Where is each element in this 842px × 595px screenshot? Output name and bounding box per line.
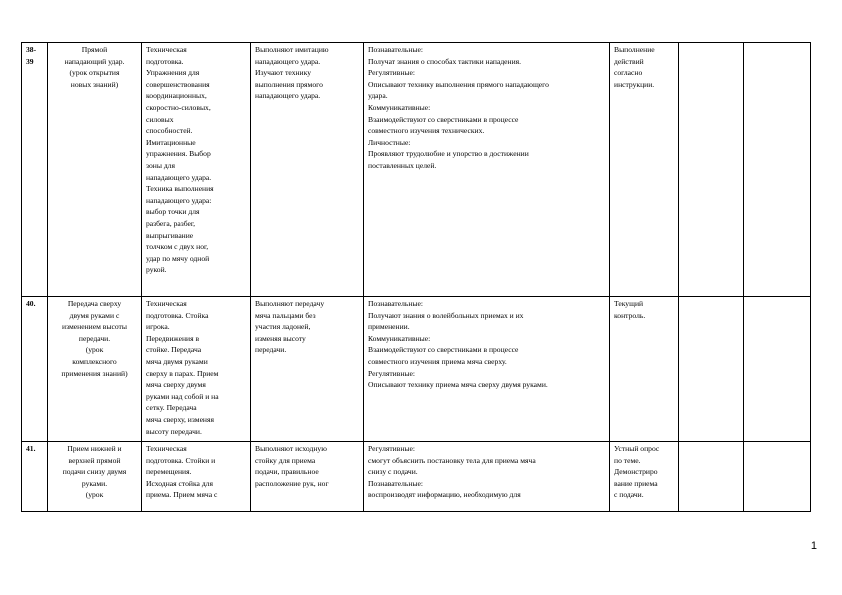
cell-line: подготовка. Стойка — [146, 310, 209, 320]
cell-line: Выполняют передачу — [255, 299, 325, 308]
cell-line: толчком с двух ног, — [146, 242, 209, 252]
cell-line: мяча двумя руками — [146, 356, 208, 366]
cell-line: нападающий удар. — [64, 56, 125, 66]
outcome-text: Взаимодействуют со сверстниками в процессе — [368, 345, 519, 355]
lesson-number: 41. — [26, 444, 36, 453]
cell-line: расположение рук, ног — [255, 478, 329, 488]
cell-line: Устный опрос — [614, 444, 660, 453]
outcome-heading: Регулятивные: — [368, 368, 415, 378]
cell-line: (урок открытия — [69, 68, 120, 78]
lesson-content-cell — [142, 297, 251, 442]
outcome-heading: Личностные: — [368, 137, 411, 147]
control-form-cell — [610, 297, 679, 442]
outcome-text: поставленных целей. — [368, 160, 437, 170]
learning-outcomes-cell — [364, 43, 610, 297]
cell-line: по теме. — [614, 455, 641, 465]
table-row — [22, 43, 811, 297]
cell-line: изменяя высоту — [255, 333, 306, 343]
cell-line: Текущий — [614, 299, 644, 308]
student-activity-cell — [251, 442, 364, 512]
cell-line: стойке. Передача — [146, 345, 202, 355]
lesson-content-cell — [142, 442, 251, 512]
lesson-number: 40. — [26, 299, 36, 308]
cell-line: передачи. — [255, 345, 287, 355]
outcome-text: воспроизводят информацию, необходимую для — [368, 490, 521, 500]
cell-line: сверху в парах. Прием — [146, 368, 219, 378]
outcome-heading: Коммуникативные: — [368, 102, 431, 112]
cell-line: мяча пальцами без — [255, 310, 316, 320]
lesson-topic-cell — [48, 297, 142, 442]
outcome-text: Получают знания о волейбольных приемах и их — [368, 310, 524, 320]
cell-line: применения знаний) — [61, 368, 128, 378]
cell-line: удар по мячу одной — [146, 253, 210, 263]
control-form-cell — [610, 442, 679, 512]
outcome-text: совместного изучения приема мяча сверху. — [368, 356, 507, 366]
cell-line: с подачи. — [614, 490, 644, 500]
cell-line: верхней прямой — [68, 455, 121, 465]
lesson-topic-cell — [48, 442, 142, 512]
cell-line: Упражнения для — [146, 68, 200, 78]
empty-cell — [679, 297, 744, 442]
cell-line: мяча сверху, изменяя — [146, 414, 214, 424]
cell-line: Техническая — [146, 299, 187, 308]
empty-cell — [744, 442, 811, 512]
empty-cell — [744, 297, 811, 442]
empty-cell — [744, 43, 811, 297]
outcome-text: удара. — [368, 91, 388, 101]
cell-line: подачи, правильное — [255, 467, 319, 477]
cell-line: рукой. — [146, 265, 167, 275]
cell-line: выполнения прямого — [255, 79, 323, 89]
cell-line: действий — [614, 56, 644, 66]
cell-line: нападающего удара: — [146, 195, 212, 205]
cell-line: Техническая — [146, 45, 187, 54]
cell-line: Техническая — [146, 444, 187, 453]
lesson-content-cell — [142, 43, 251, 297]
cell-line: стойку для приема — [255, 455, 316, 465]
lesson-number-cell — [22, 43, 48, 297]
outcome-heading: Коммуникативные: — [368, 333, 431, 343]
table-row — [22, 297, 811, 442]
outcome-text: смогут объяснить постановку тела для приема мяча — [368, 455, 536, 465]
outcome-text: применении. — [368, 322, 410, 332]
control-form-cell — [610, 43, 679, 297]
cell-line: вание приема — [614, 478, 658, 488]
cell-line: новых знаний) — [70, 79, 119, 89]
cell-line: Выполняют имитацию — [255, 45, 329, 54]
cell-line: Передвижения в — [146, 333, 200, 343]
outcome-heading: Познавательные: — [368, 478, 423, 488]
cell-line: комплексного — [72, 356, 117, 366]
lesson-number: 38- 39 — [26, 45, 37, 66]
outcome-heading: Познавательные: — [368, 45, 423, 54]
cell-line: нападающего удара. — [146, 172, 212, 182]
cell-line: нападающего удара. — [255, 56, 321, 66]
cell-line: выпрыгивание — [146, 230, 194, 240]
learning-outcomes-cell — [364, 442, 610, 512]
cell-line: игрока. — [146, 322, 170, 332]
cell-line: совершенствования — [146, 79, 210, 89]
cell-line: (урок — [85, 345, 104, 355]
cell-line: приема. Прием мяча с — [146, 490, 218, 500]
table-row — [22, 442, 811, 512]
cell-line: Имитационные — [146, 137, 196, 147]
student-activity-cell — [251, 297, 364, 442]
empty-cell — [679, 442, 744, 512]
cell-line: Выполнение — [614, 45, 655, 54]
cell-line: передачи. — [78, 333, 111, 343]
lesson-number-cell — [22, 297, 48, 442]
cell-line: способностей. — [146, 126, 193, 136]
outcome-text: Проявляют трудолюбие и упорство в достижении — [368, 149, 529, 159]
cell-line: координационных, — [146, 91, 207, 101]
cell-line: Прием нижней и — [67, 444, 122, 453]
outcome-text: Описывают технику приема мяча сверху двумя руками. — [368, 380, 548, 390]
cell-line: руками. — [81, 478, 108, 488]
cell-line: скоростно-силовых, — [146, 102, 211, 112]
outcome-text: Описывают технику выполнения прямого нападающего — [368, 79, 549, 89]
outcome-text: Взаимодействуют со сверстниками в процессе — [368, 114, 519, 124]
cell-line: упражнения. Выбор — [146, 149, 211, 159]
cell-line: выбор точки для — [146, 207, 200, 217]
empty-cell — [679, 43, 744, 297]
learning-outcomes-cell — [364, 297, 610, 442]
cell-line: подготовка. Стойки и — [146, 455, 216, 465]
cell-line: подачи снизу двумя — [62, 467, 127, 477]
cell-line: (урок — [85, 490, 104, 500]
page-number: 1 — [810, 540, 817, 552]
cell-line: согласно — [614, 68, 643, 78]
cell-line: перемещения. — [146, 467, 192, 477]
cell-line: Техника выполнения — [146, 184, 214, 194]
student-activity-cell — [251, 43, 364, 297]
outcome-text: Получат знания о способах тактики нападения. — [368, 56, 522, 66]
cell-line: Прямой — [81, 45, 108, 54]
cell-line: Изучают технику — [255, 68, 311, 78]
cell-line: силовых — [146, 114, 174, 124]
cell-line: мяча сверху двумя — [146, 380, 206, 390]
cell-line: двумя руками с — [69, 310, 120, 320]
cell-line: подготовка. — [146, 56, 184, 66]
lesson-plan-table — [21, 42, 811, 512]
outcome-heading: Познавательные: — [368, 299, 423, 308]
cell-line: руками над собой и на — [146, 391, 219, 401]
cell-line: Исходная стойка для — [146, 478, 213, 488]
cell-line: участия ладоней, — [255, 322, 311, 332]
cell-line: Выполняют исходную — [255, 444, 327, 453]
cell-line: высоту передачи. — [146, 426, 202, 436]
outcome-text: совместного изучения технических. — [368, 126, 485, 136]
cell-line: нападающего удара. — [255, 91, 321, 101]
lesson-number-cell — [22, 442, 48, 512]
cell-line: Передача сверху — [67, 299, 122, 308]
outcome-heading: Регулятивные: — [368, 68, 415, 78]
cell-line: контроль. — [614, 310, 646, 320]
outcome-heading: Регулятивные: — [368, 444, 415, 453]
cell-line: сетку. Передача — [146, 403, 197, 413]
cell-line: разбега, разбег, — [146, 218, 196, 228]
cell-line: изменением высоты — [62, 322, 127, 332]
lesson-topic-cell — [48, 43, 142, 297]
cell-line: инструкции. — [614, 79, 655, 89]
outcome-text: снизу с подачи. — [368, 467, 418, 477]
cell-line: Демонстриро — [614, 467, 658, 477]
cell-line: зоны для — [146, 160, 175, 170]
